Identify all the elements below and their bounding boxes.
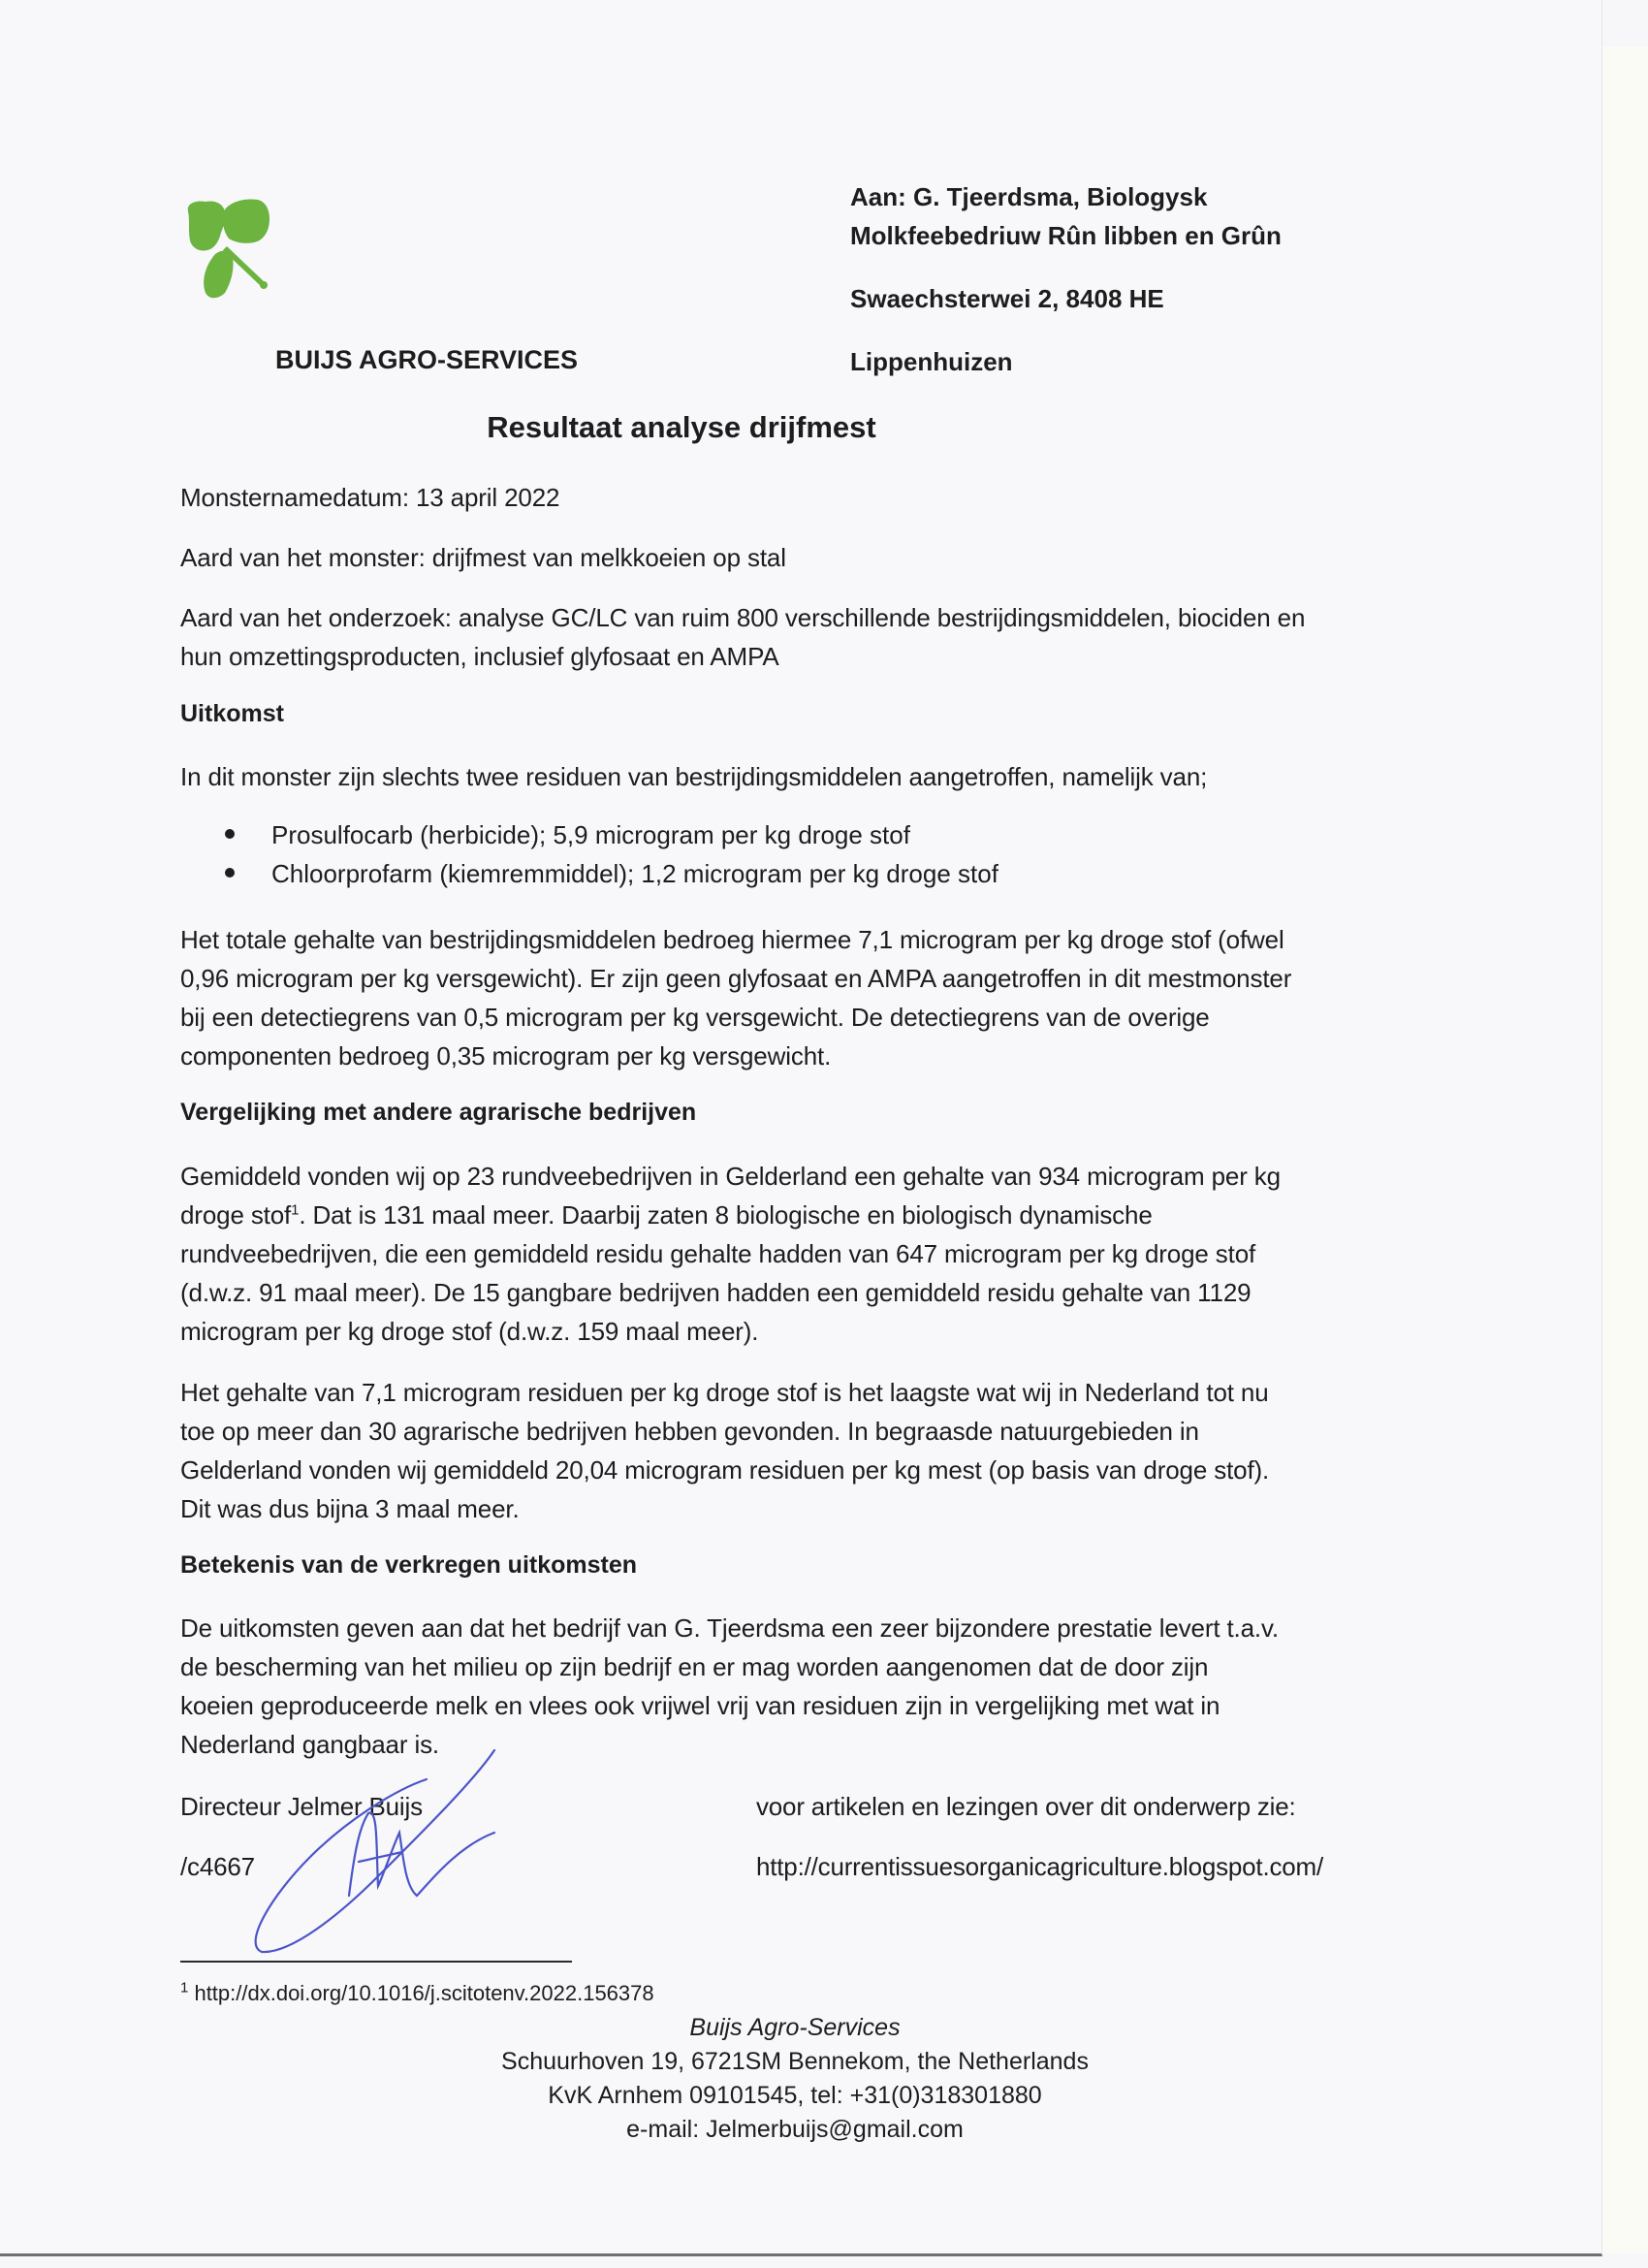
text-span: . Dat is 131 maal meer. Daarbij zaten 8 biologische en biologisch dynamische: [299, 1200, 1153, 1230]
paragraph-line: Nederland gangbaar is.: [180, 1730, 439, 1759]
list-item: [225, 820, 910, 850]
recipient-line-1: Aan: G. Tjeerdsma, Biologysk: [850, 182, 1208, 211]
paragraph-line: Dit was dus bijna 3 maal meer.: [180, 1494, 520, 1523]
paragraph-line: toe op meer dan 30 agrarische bedrijven hebben gevonden. In begraasde natuurgebieden in: [180, 1417, 1199, 1446]
footer-address: Schuurhoven 19, 6721SM Bennekom, the Netherlands: [501, 2048, 1089, 2075]
paragraph-line: Gemiddeld vonden wij op 23 rundveebedrijven in Gelderland een gehalte van 934 microgram per kg: [180, 1162, 1281, 1191]
paragraph-line: De uitkomsten geven aan dat het bedrijf van G. Tjeerdsma een zeer bijzondere prestatie levert t.a.v.: [180, 1613, 1279, 1643]
comparison-paragraph-1: [180, 1157, 1431, 1351]
footnote-link[interactable]: http://dx.doi.org/10.1016/j.scitotenv.2022.156378: [188, 1981, 654, 2005]
bullet-icon: [225, 868, 235, 878]
footnote-marker: 1: [180, 1979, 189, 1996]
recipient-street: Swaechsterwei 2, 8408 HE: [850, 284, 1164, 313]
footer-kvk-phone: KvK Arnhem 09101545, tel: +31(0)318301880: [548, 2082, 1042, 2109]
scan-margin: [1602, 47, 1648, 2253]
paragraph-line: (d.w.z. 91 maal meer). De 15 gangbare bedrijven hadden een gemiddeld residu gehalte van 1129: [180, 1278, 1252, 1307]
list-item-text: Chloorprofarm (kiemremmiddel); 1,2 microgram per kg droge stof: [271, 859, 998, 888]
footer-company: Buijs Agro-Services: [689, 2014, 901, 2041]
footnote-separator: [180, 1961, 572, 1963]
outcome-intro: In dit monster zijn slechts twee residuen van bestrijdingsmiddelen aangetroffen, namelijk van;: [180, 762, 1208, 791]
paragraph-line: 0,96 microgram per kg versgewicht). Er zijn geen glyfosaat en AMPA aangetroffen in dit mestmonster: [180, 964, 1292, 993]
recipient-city: Lippenhuizen: [850, 347, 1013, 376]
paragraph-line: Het gehalte van 7,1 microgram residuen per kg droge stof is het laagste wat wij in Nederland tot nu: [180, 1378, 1269, 1407]
section-heading-comparison: Vergelijking met andere agrarische bedrijven: [180, 1099, 697, 1126]
comparison-paragraph-2: [180, 1373, 1431, 1528]
section-heading-meaning: Betekenis van de verkregen uitkomsten: [180, 1551, 638, 1579]
recipient-line-2: Molkfeebedriuw Rûn libben en Grûn: [850, 221, 1282, 250]
signatory-name: Directeur Jelmer Buijs: [180, 1792, 423, 1821]
clover-logo-icon: [176, 186, 322, 307]
research-type: [180, 598, 1431, 676]
sample-date: Monsternamedatum: 13 april 2022: [180, 483, 560, 512]
footnote: [180, 1981, 654, 2006]
paragraph-line: koeien geproduceerde melk en vlees ook vrijwel vrij van residuen zijn in vergelijking met wat in: [180, 1691, 1220, 1720]
company-name: BUIJS AGRO-SERVICES: [275, 345, 579, 374]
sample-type: Aard van het monster: drijfmest van melkkoeien op stal: [180, 543, 786, 572]
paragraph-line: componenten bedroeg 0,35 microgram per kg versgewicht.: [180, 1041, 832, 1070]
paragraph-line: microgram per kg droge stof (d.w.z. 159 maal meer).: [180, 1317, 759, 1346]
section-heading-outcome: Uitkomst: [180, 700, 284, 727]
outcome-paragraph: [180, 920, 1431, 1075]
paragraph-line: bij een detectiegrens van 0,5 microgram per kg versgewicht. De detectiegrens van de overige: [180, 1003, 1210, 1032]
bullet-icon: [225, 829, 235, 839]
footer-email[interactable]: e-mail: Jelmerbuijs@gmail.com: [626, 2116, 964, 2143]
paragraph-line: rundveebedrijven, die een gemiddeld residu gehalte hadden van 647 microgram per kg droge stof: [180, 1239, 1256, 1268]
paragraph-line: Het totale gehalte van bestrijdingsmiddelen bedroeg hiermee 7,1 microgram per kg droge stof (ofwel: [180, 925, 1284, 954]
handwritten-signature: [233, 1741, 553, 1964]
research-line-2: hun omzettingsproducten, inclusief glyfosaat en AMPA: [180, 642, 779, 671]
list-item-text: Prosulfocarb (herbicide); 5,9 microgram per kg droge stof: [271, 820, 910, 849]
paragraph-line: Gelderland vonden wij gemiddeld 20,04 microgram residuen per kg mest (op basis van droge stof).: [180, 1455, 1270, 1485]
document-title: Resultaat analyse drijfmest: [487, 410, 876, 444]
reference-code: /c4667: [180, 1852, 255, 1881]
blog-link[interactable]: http://currentissuesorganicagriculture.blogspot.com/: [756, 1852, 1324, 1881]
list-item: [225, 859, 998, 889]
paragraph-line: [180, 1196, 1431, 1234]
more-info-text: voor artikelen en lezingen over dit onderwerp zie:: [756, 1792, 1296, 1821]
paragraph-line: de bescherming van het milieu op zijn bedrijf en er mag worden aangenomen dat de door zijn: [180, 1652, 1209, 1681]
research-line-1: Aard van het onderzoek: analyse GC/LC van ruim 800 verschillende bestrijdingsmiddelen, biociden en: [180, 603, 1306, 632]
footnote-reference[interactable]: 1: [291, 1201, 300, 1219]
text-span: droge stof: [180, 1200, 292, 1230]
